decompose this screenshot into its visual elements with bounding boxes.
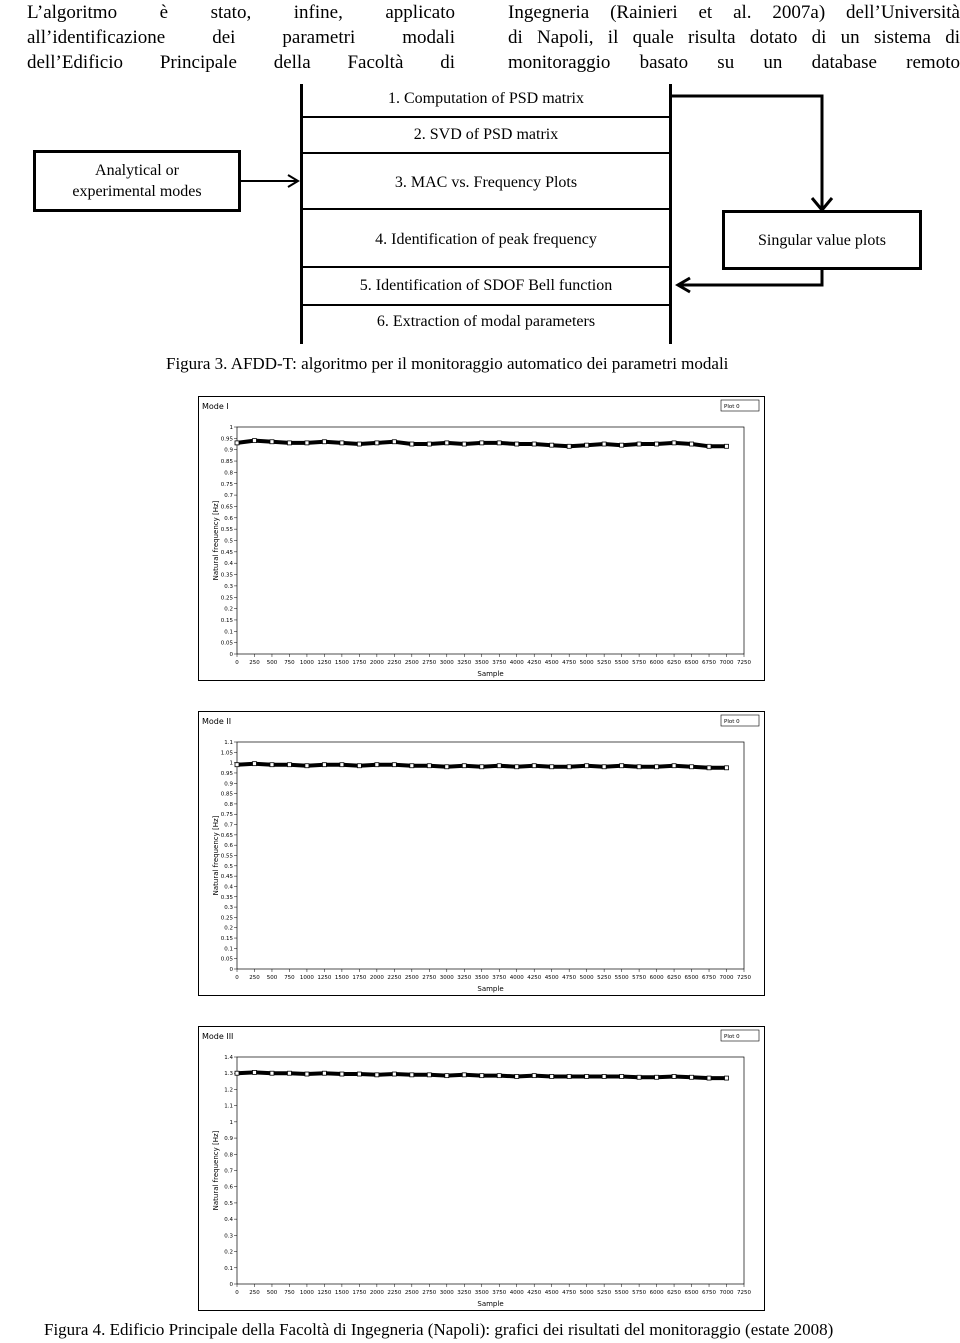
x-axis-label: Sample — [477, 1300, 504, 1308]
data-point — [602, 442, 606, 446]
x-tick-label: 5750 — [632, 660, 647, 666]
text-line: monitoraggio basato su un database remoto — [508, 52, 960, 73]
x-tick-label: 3500 — [474, 1290, 489, 1296]
x-tick-label: 1750 — [352, 975, 367, 981]
y-tick-label: 0.5 — [224, 538, 233, 545]
y-tick-label: 0.3 — [224, 1233, 233, 1240]
data-point — [340, 441, 344, 445]
data-point — [620, 1074, 624, 1078]
x-tick-label: 5500 — [614, 660, 629, 666]
x-tick-label: 750 — [284, 975, 295, 981]
data-point — [567, 1074, 571, 1078]
data-point — [427, 1073, 431, 1077]
data-point — [497, 764, 501, 768]
y-tick-label: 0.7 — [224, 1168, 233, 1175]
x-tick-label: 250 — [249, 660, 260, 666]
x-tick-label: 2750 — [422, 660, 437, 666]
x-tick-label: 6750 — [702, 975, 717, 981]
y-tick-label: 1.1 — [224, 740, 233, 746]
data-point — [270, 1071, 274, 1075]
y-tick-label: 0.7 — [224, 493, 233, 500]
x-tick-label: 6500 — [684, 1290, 699, 1296]
text-line: Ingegneria (Rainieri et al. 2007a) dell’Università — [508, 2, 960, 23]
x-tick-label: 5000 — [579, 975, 594, 981]
x-tick-label: 6750 — [702, 1290, 717, 1296]
y-tick-label: 0.3 — [224, 583, 233, 590]
x-tick-label: 2500 — [404, 660, 419, 666]
data-point — [235, 441, 239, 445]
x-tick-label: 4000 — [509, 975, 524, 981]
y-tick-label: 0.45 — [220, 874, 233, 881]
x-tick-label: 1750 — [352, 660, 367, 666]
y-tick-label: 0.3 — [224, 905, 233, 912]
y-tick-label: 0.2 — [224, 606, 233, 613]
data-point — [550, 1074, 554, 1078]
chart-title: Mode I — [202, 402, 229, 411]
x-tick-label: 6250 — [667, 660, 682, 666]
x-tick-label: 6000 — [649, 1290, 664, 1296]
x-axis-label: Sample — [477, 670, 504, 678]
data-point — [725, 444, 729, 448]
y-tick-label: 1 — [229, 425, 233, 431]
data-point — [357, 442, 361, 446]
y-tick-label: 0.6 — [224, 1184, 233, 1191]
y-tick-label: 0.05 — [220, 640, 233, 647]
x-tick-label: 500 — [266, 1290, 278, 1296]
data-point — [322, 440, 326, 444]
x-axis-label: Sample — [477, 985, 504, 993]
x-tick-label: 3250 — [457, 1290, 472, 1296]
y-tick-label: 0.2 — [224, 925, 233, 932]
x-tick-label: 1000 — [299, 660, 314, 666]
chart-mode-1 — [198, 396, 765, 681]
y-tick-label: 0.55 — [220, 853, 233, 860]
data-point — [637, 1075, 641, 1079]
x-tick-label: 1250 — [317, 1290, 332, 1296]
data-point — [707, 766, 711, 770]
y-tick-label: 0.45 — [220, 549, 233, 556]
x-tick-label: 3750 — [492, 660, 507, 666]
data-point — [497, 1074, 501, 1078]
divider — [303, 266, 669, 268]
data-point — [515, 1074, 519, 1078]
side-box — [722, 210, 922, 270]
side-box-label: Singular value plots — [758, 231, 886, 249]
data-point — [462, 764, 466, 768]
x-tick-label: 2250 — [387, 660, 402, 666]
data-point — [690, 1075, 694, 1079]
x-tick-label: 1500 — [334, 660, 349, 666]
data-point — [322, 1071, 326, 1075]
y-tick-label: 0 — [229, 967, 233, 973]
chart-svg — [199, 397, 764, 680]
x-tick-label: 3250 — [457, 660, 472, 666]
x-tick-label: 6250 — [667, 1290, 682, 1296]
divider — [303, 304, 669, 306]
y-axis-label: Natural frequency [Hz] — [212, 500, 220, 581]
step-2: 2. SVD of PSD matrix — [413, 126, 559, 143]
data-point — [707, 1076, 711, 1080]
data-point — [497, 441, 501, 445]
y-tick-label: 1 — [229, 760, 233, 767]
y-tick-label: 0.05 — [220, 956, 233, 963]
x-tick-label: 2000 — [369, 660, 384, 666]
x-tick-label: 2000 — [369, 975, 384, 981]
figure4-caption: Figura 4. Edificio Principale della Facoltà di Ingegneria (Napoli): grafici dei risultati del monitoraggio (estate 2008) — [44, 1320, 834, 1339]
data-point — [602, 765, 606, 769]
x-tick-label: 2500 — [404, 975, 419, 981]
x-tick-label: 7000 — [719, 1290, 734, 1296]
data-point — [252, 439, 256, 443]
x-tick-label: 7250 — [737, 975, 751, 981]
data-point — [287, 763, 291, 767]
data-point — [585, 1074, 589, 1078]
chart-mode-3 — [198, 1026, 765, 1311]
data-point — [252, 762, 256, 766]
data-point — [480, 765, 484, 769]
chart-svg — [199, 1027, 764, 1310]
x-tick-label: 3750 — [492, 975, 507, 981]
plot-area — [237, 742, 744, 969]
divider — [303, 208, 669, 210]
data-point — [620, 764, 624, 768]
chart-title: Mode II — [202, 717, 232, 726]
data-point — [602, 1074, 606, 1078]
y-tick-label: 0.4 — [224, 1217, 233, 1224]
x-tick-label: 5750 — [632, 975, 647, 981]
input-box-label: Analytical or experimental modes — [72, 162, 202, 200]
y-axis-label: Natural frequency [Hz] — [212, 815, 220, 896]
data-point — [287, 1071, 291, 1075]
x-tick-label: 5250 — [597, 1290, 612, 1296]
step-5: 5. Identification of SDOF Bell function — [359, 277, 613, 294]
data-point — [707, 444, 711, 448]
arrow-steps-to-plots — [672, 96, 822, 208]
x-tick-label: 1500 — [334, 975, 349, 981]
y-tick-label: 1.2 — [224, 1087, 233, 1094]
data-point — [672, 1074, 676, 1078]
x-tick-label: 1250 — [317, 660, 332, 666]
x-tick-label: 4000 — [509, 660, 524, 666]
x-tick-label: 0 — [235, 660, 239, 666]
data-point — [462, 1073, 466, 1077]
step-6: 6. Extraction of modal parameters — [376, 313, 596, 330]
y-tick-label: 0.25 — [220, 915, 233, 922]
data-point — [305, 1072, 309, 1076]
x-tick-label: 5500 — [614, 1290, 629, 1296]
data-point — [690, 765, 694, 769]
data-point — [620, 443, 624, 447]
x-tick-label: 2000 — [369, 1290, 384, 1296]
x-tick-label: 5250 — [597, 975, 612, 981]
x-tick-label: 3000 — [439, 975, 454, 981]
text-line: dell’Edificio Principale della Facoltà di — [27, 52, 455, 73]
x-tick-label: 7000 — [719, 660, 734, 666]
x-tick-label: 4750 — [562, 1290, 577, 1296]
y-tick-label: 0.75 — [220, 812, 233, 819]
x-tick-label: 2500 — [404, 1290, 419, 1296]
arrow-plots-to-steps — [680, 268, 822, 285]
y-tick-label: 0.6 — [224, 843, 233, 850]
data-point — [532, 1074, 536, 1078]
text-line: all’identificazione dei parametri modali — [27, 27, 455, 48]
data-point — [637, 442, 641, 446]
x-tick-label: 3000 — [439, 660, 454, 666]
y-tick-label: 1.4 — [224, 1055, 233, 1061]
x-tick-label: 500 — [266, 660, 278, 666]
x-tick-label: 250 — [249, 975, 260, 981]
data-point — [585, 443, 589, 447]
y-tick-label: 0.9 — [224, 1136, 233, 1143]
data-point — [725, 1076, 729, 1080]
y-tick-label: 0.1 — [224, 629, 233, 636]
text-line: L’algoritmo è stato, infine, applicato — [27, 2, 455, 23]
x-tick-label: 1000 — [299, 1290, 314, 1296]
x-tick-label: 750 — [284, 660, 295, 666]
legend-label: Plot 0 — [724, 404, 740, 410]
data-point — [532, 442, 536, 446]
y-tick-label: 0.5 — [224, 1200, 233, 1207]
data-point — [567, 765, 571, 769]
x-tick-label: 1000 — [299, 975, 314, 981]
chart-mode-2 — [198, 711, 765, 996]
x-tick-label: 7250 — [737, 660, 751, 666]
x-tick-label: 1500 — [334, 1290, 349, 1296]
x-tick-label: 3750 — [492, 1290, 507, 1296]
x-tick-label: 500 — [266, 975, 278, 981]
data-point — [672, 764, 676, 768]
y-tick-label: 0.65 — [220, 504, 233, 511]
data-point — [445, 1074, 449, 1078]
y-tick-label: 0.65 — [220, 832, 233, 839]
x-tick-label: 3500 — [474, 975, 489, 981]
data-point — [550, 765, 554, 769]
figure3-caption: Figura 3. AFDD-T: algoritmo per il monitoraggio automatico dei parametri modali — [166, 354, 729, 373]
x-tick-label: 5750 — [632, 1290, 647, 1296]
data-point — [445, 441, 449, 445]
y-tick-label: 0.8 — [224, 801, 233, 808]
x-tick-label: 4250 — [527, 1290, 542, 1296]
data-point — [392, 1072, 396, 1076]
data-point — [480, 441, 484, 445]
y-tick-label: 0.8 — [224, 1152, 233, 1159]
y-tick-label: 1 — [229, 1119, 233, 1126]
data-point — [357, 764, 361, 768]
x-tick-label: 6000 — [649, 660, 664, 666]
data-point — [725, 766, 729, 770]
x-tick-label: 2750 — [422, 975, 437, 981]
steps-panel — [300, 84, 672, 344]
data-point — [375, 1073, 379, 1077]
y-tick-label: 0.4 — [224, 884, 233, 891]
data-point — [305, 441, 309, 445]
y-tick-label: 0.35 — [220, 894, 233, 901]
x-tick-label: 3000 — [439, 1290, 454, 1296]
data-point — [322, 763, 326, 767]
x-tick-label: 750 — [284, 1290, 295, 1296]
x-tick-label: 4750 — [562, 975, 577, 981]
data-point — [357, 1072, 361, 1076]
y-tick-label: 0.95 — [220, 436, 233, 443]
data-point — [375, 763, 379, 767]
text-line: di Napoli, il quale risulta dotato di un sistema di — [508, 27, 960, 48]
y-axis-label: Natural frequency [Hz] — [212, 1130, 220, 1211]
x-tick-label: 2250 — [387, 975, 402, 981]
data-point — [305, 764, 309, 768]
divider — [303, 116, 669, 118]
x-tick-label: 2750 — [422, 1290, 437, 1296]
data-point — [655, 1075, 659, 1079]
y-tick-label: 0 — [229, 652, 233, 658]
data-point — [672, 441, 676, 445]
y-tick-label: 0.75 — [220, 481, 233, 488]
data-point — [427, 764, 431, 768]
data-point — [410, 442, 414, 446]
data-point — [550, 443, 554, 447]
y-tick-label: 0.2 — [224, 1249, 233, 1256]
x-tick-label: 4750 — [562, 660, 577, 666]
data-point — [655, 765, 659, 769]
y-tick-label: 0.95 — [220, 770, 233, 777]
data-point — [287, 441, 291, 445]
legend-label: Plot 0 — [724, 1034, 740, 1040]
legend-label: Plot 0 — [724, 719, 740, 725]
data-point — [235, 1071, 239, 1075]
y-tick-label: 0.9 — [224, 447, 233, 454]
y-tick-label: 0.85 — [220, 459, 233, 466]
x-tick-label: 0 — [235, 975, 239, 981]
data-point — [532, 764, 536, 768]
step-4: 4. Identification of peak frequency — [375, 231, 597, 248]
x-tick-label: 4250 — [527, 975, 542, 981]
x-tick-label: 6000 — [649, 975, 664, 981]
x-tick-label: 2250 — [387, 1290, 402, 1296]
y-tick-label: 0.25 — [220, 595, 233, 602]
y-tick-label: 1.1 — [224, 1103, 233, 1110]
data-point — [637, 765, 641, 769]
step-3: 3. MAC vs. Frequency Plots — [394, 174, 578, 191]
x-tick-label: 6500 — [684, 975, 699, 981]
data-point — [427, 442, 431, 446]
y-tick-label: 0.35 — [220, 572, 233, 579]
y-tick-label: 0 — [229, 1282, 233, 1288]
x-tick-label: 7250 — [737, 1290, 751, 1296]
x-tick-label: 5000 — [579, 660, 594, 666]
x-tick-label: 1250 — [317, 975, 332, 981]
data-point — [462, 442, 466, 446]
y-tick-label: 0.1 — [224, 1265, 233, 1272]
y-tick-label: 1.3 — [224, 1071, 233, 1078]
x-tick-label: 250 — [249, 1290, 260, 1296]
data-point — [480, 1074, 484, 1078]
y-tick-label: 0.15 — [220, 617, 233, 624]
data-point — [340, 1072, 344, 1076]
y-tick-label: 0.85 — [220, 791, 233, 798]
x-tick-label: 0 — [235, 1290, 239, 1296]
x-tick-label: 4500 — [544, 660, 559, 666]
data-point — [567, 444, 571, 448]
data-point — [270, 440, 274, 444]
x-tick-label: 6750 — [702, 660, 717, 666]
y-tick-label: 0.7 — [224, 822, 233, 829]
x-tick-label: 4000 — [509, 1290, 524, 1296]
data-point — [515, 442, 519, 446]
x-tick-label: 7000 — [719, 975, 734, 981]
x-tick-label: 3250 — [457, 975, 472, 981]
y-tick-label: 0.1 — [224, 946, 233, 953]
x-tick-label: 5500 — [614, 975, 629, 981]
data-point — [410, 1073, 414, 1077]
x-tick-label: 3500 — [474, 660, 489, 666]
divider — [303, 152, 669, 154]
x-tick-label: 6500 — [684, 660, 699, 666]
data-point — [235, 763, 239, 767]
data-point — [690, 442, 694, 446]
x-tick-label: 4500 — [544, 1290, 559, 1296]
y-tick-label: 0.6 — [224, 515, 233, 522]
x-tick-label: 5250 — [597, 660, 612, 666]
y-tick-label: 0.9 — [224, 781, 233, 788]
x-tick-label: 4500 — [544, 975, 559, 981]
chart-title: Mode III — [202, 1032, 234, 1041]
plot-area — [237, 1057, 744, 1284]
y-tick-label: 0.15 — [220, 936, 233, 943]
y-tick-label: 0.8 — [224, 470, 233, 477]
y-tick-label: 1.05 — [220, 750, 233, 757]
data-point — [375, 441, 379, 445]
plot-area — [237, 427, 744, 654]
x-tick-label: 5000 — [579, 1290, 594, 1296]
chart-svg — [199, 712, 764, 995]
data-point — [515, 765, 519, 769]
y-tick-label: 0.5 — [224, 863, 233, 870]
data-point — [252, 1070, 256, 1074]
y-tick-label: 0.55 — [220, 527, 233, 534]
data-point — [410, 764, 414, 768]
x-tick-label: 6250 — [667, 975, 682, 981]
data-point — [340, 763, 344, 767]
data-point — [655, 442, 659, 446]
data-point — [270, 763, 274, 767]
y-tick-label: 0.4 — [224, 561, 233, 568]
data-point — [585, 764, 589, 768]
data-point — [392, 440, 396, 444]
x-tick-label: 4250 — [527, 660, 542, 666]
x-tick-label: 1750 — [352, 1290, 367, 1296]
step-1: 1. Computation of PSD matrix — [388, 90, 584, 107]
data-point — [445, 765, 449, 769]
data-point — [392, 763, 396, 767]
